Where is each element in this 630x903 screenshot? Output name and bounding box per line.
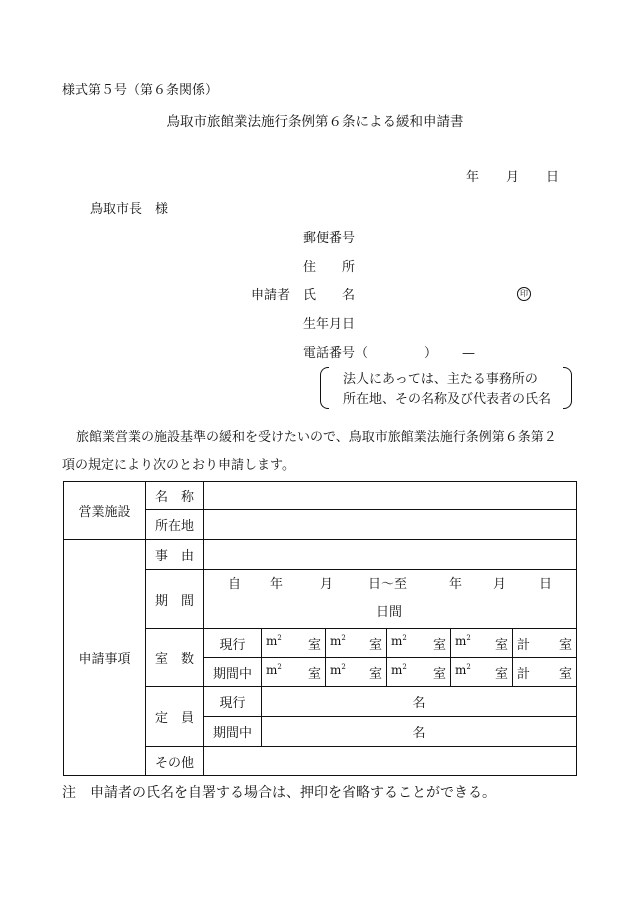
period-from: 自 bbox=[228, 577, 242, 592]
period-field[interactable] bbox=[204, 570, 577, 629]
rooms-during-total[interactable]: 計 室 bbox=[513, 658, 577, 687]
seal-mark-icon: 印 bbox=[517, 287, 531, 301]
period-days: 日間 bbox=[376, 605, 403, 620]
body-text-line1: 旅館業営業の施設基準の緩和を受けたいので、鳥取市旅館業法施行条例第６条第２ bbox=[76, 430, 557, 445]
corp-note-line1: 法人にあっては、主たる事務所の bbox=[343, 372, 538, 387]
rooms-during-cell-4[interactable]: $m^2$ 室 bbox=[451, 658, 513, 687]
footnote: 注 申請者の氏名を自署する場合は、押印を省略することができる。 bbox=[62, 785, 496, 801]
rooms-during-label: 期間中 bbox=[204, 658, 262, 687]
facility-name-field[interactable] bbox=[204, 482, 577, 510]
body-text-line2: 項の規定により次のとおり申請します。 bbox=[62, 458, 295, 473]
other-label: その他 bbox=[146, 747, 204, 776]
rooms-current-label: 現行 bbox=[204, 629, 262, 658]
rooms-current-cell-4[interactable]: $m^2$ 室 bbox=[451, 629, 513, 658]
document-title: 鳥取市旅館業法施行条例第６条による緩和申請書 bbox=[166, 114, 464, 130]
period-to-month: 月 bbox=[493, 577, 507, 592]
period-to-day: 日 bbox=[539, 577, 553, 592]
name-label: 氏 名 bbox=[303, 288, 356, 303]
capacity-during-field[interactable]: 名 bbox=[262, 717, 577, 747]
rooms-current-total[interactable]: 計 室 bbox=[513, 629, 577, 658]
capacity-current-label: 現行 bbox=[204, 687, 262, 717]
phone-close-paren: ） bbox=[424, 346, 438, 361]
left-brace bbox=[320, 367, 329, 409]
date-year: 年 bbox=[466, 170, 480, 185]
applicant-label: 申請者 bbox=[251, 288, 291, 303]
corp-note-line2: 所在地、その名称及び代表者の氏名 bbox=[343, 392, 552, 407]
facility-location-field[interactable] bbox=[204, 510, 577, 540]
rooms-current-cell-1[interactable]: $m^2$ 室 bbox=[262, 629, 326, 658]
capacity-during-label: 期間中 bbox=[204, 717, 262, 747]
postal-code-label: 郵便番号 bbox=[303, 231, 356, 246]
rooms-during-cell-2[interactable]: $m^2$ 室 bbox=[326, 658, 387, 687]
rooms-current-cell-3[interactable]: $m^2$ 室 bbox=[387, 629, 451, 658]
rooms-current-cell-2[interactable]: $m^2$ 室 bbox=[326, 629, 387, 658]
rooms-during-cell-3[interactable]: $m^2$ 室 bbox=[387, 658, 451, 687]
capacity-current-field[interactable]: 名 bbox=[262, 687, 577, 717]
form-number: 様式第５号（第６条関係） bbox=[62, 83, 219, 98]
other-field[interactable] bbox=[204, 747, 577, 776]
facility-name-label: 名 称 bbox=[146, 482, 204, 510]
birth-date-label: 生年月日 bbox=[303, 317, 356, 332]
reason-field[interactable] bbox=[204, 540, 577, 570]
application-header: 申請事項 bbox=[64, 540, 146, 776]
capacity-label: 定 員 bbox=[146, 687, 204, 747]
rooms-label: 室 数 bbox=[146, 629, 204, 687]
facility-location-label: 所在地 bbox=[146, 510, 204, 540]
reason-label: 事 由 bbox=[146, 540, 204, 570]
period-from-day-to: 日～至 bbox=[368, 577, 408, 592]
facility-header: 営業施設 bbox=[64, 482, 146, 540]
right-brace bbox=[563, 367, 572, 409]
application-table bbox=[63, 481, 577, 776]
address-label: 住 所 bbox=[303, 260, 356, 275]
period-to-year: 年 bbox=[449, 577, 463, 592]
date-day: 日 bbox=[546, 170, 560, 185]
date-month: 月 bbox=[506, 170, 520, 185]
addressee: 鳥取市長 様 bbox=[90, 202, 169, 217]
rooms-during-cell-1[interactable]: $m^2$ 室 bbox=[262, 658, 326, 687]
phone-dash: — bbox=[462, 346, 475, 361]
phone-label: 電話番号（ bbox=[303, 346, 369, 361]
period-label: 期 間 bbox=[146, 570, 204, 629]
period-from-month: 月 bbox=[320, 577, 334, 592]
period-from-year: 年 bbox=[270, 577, 284, 592]
